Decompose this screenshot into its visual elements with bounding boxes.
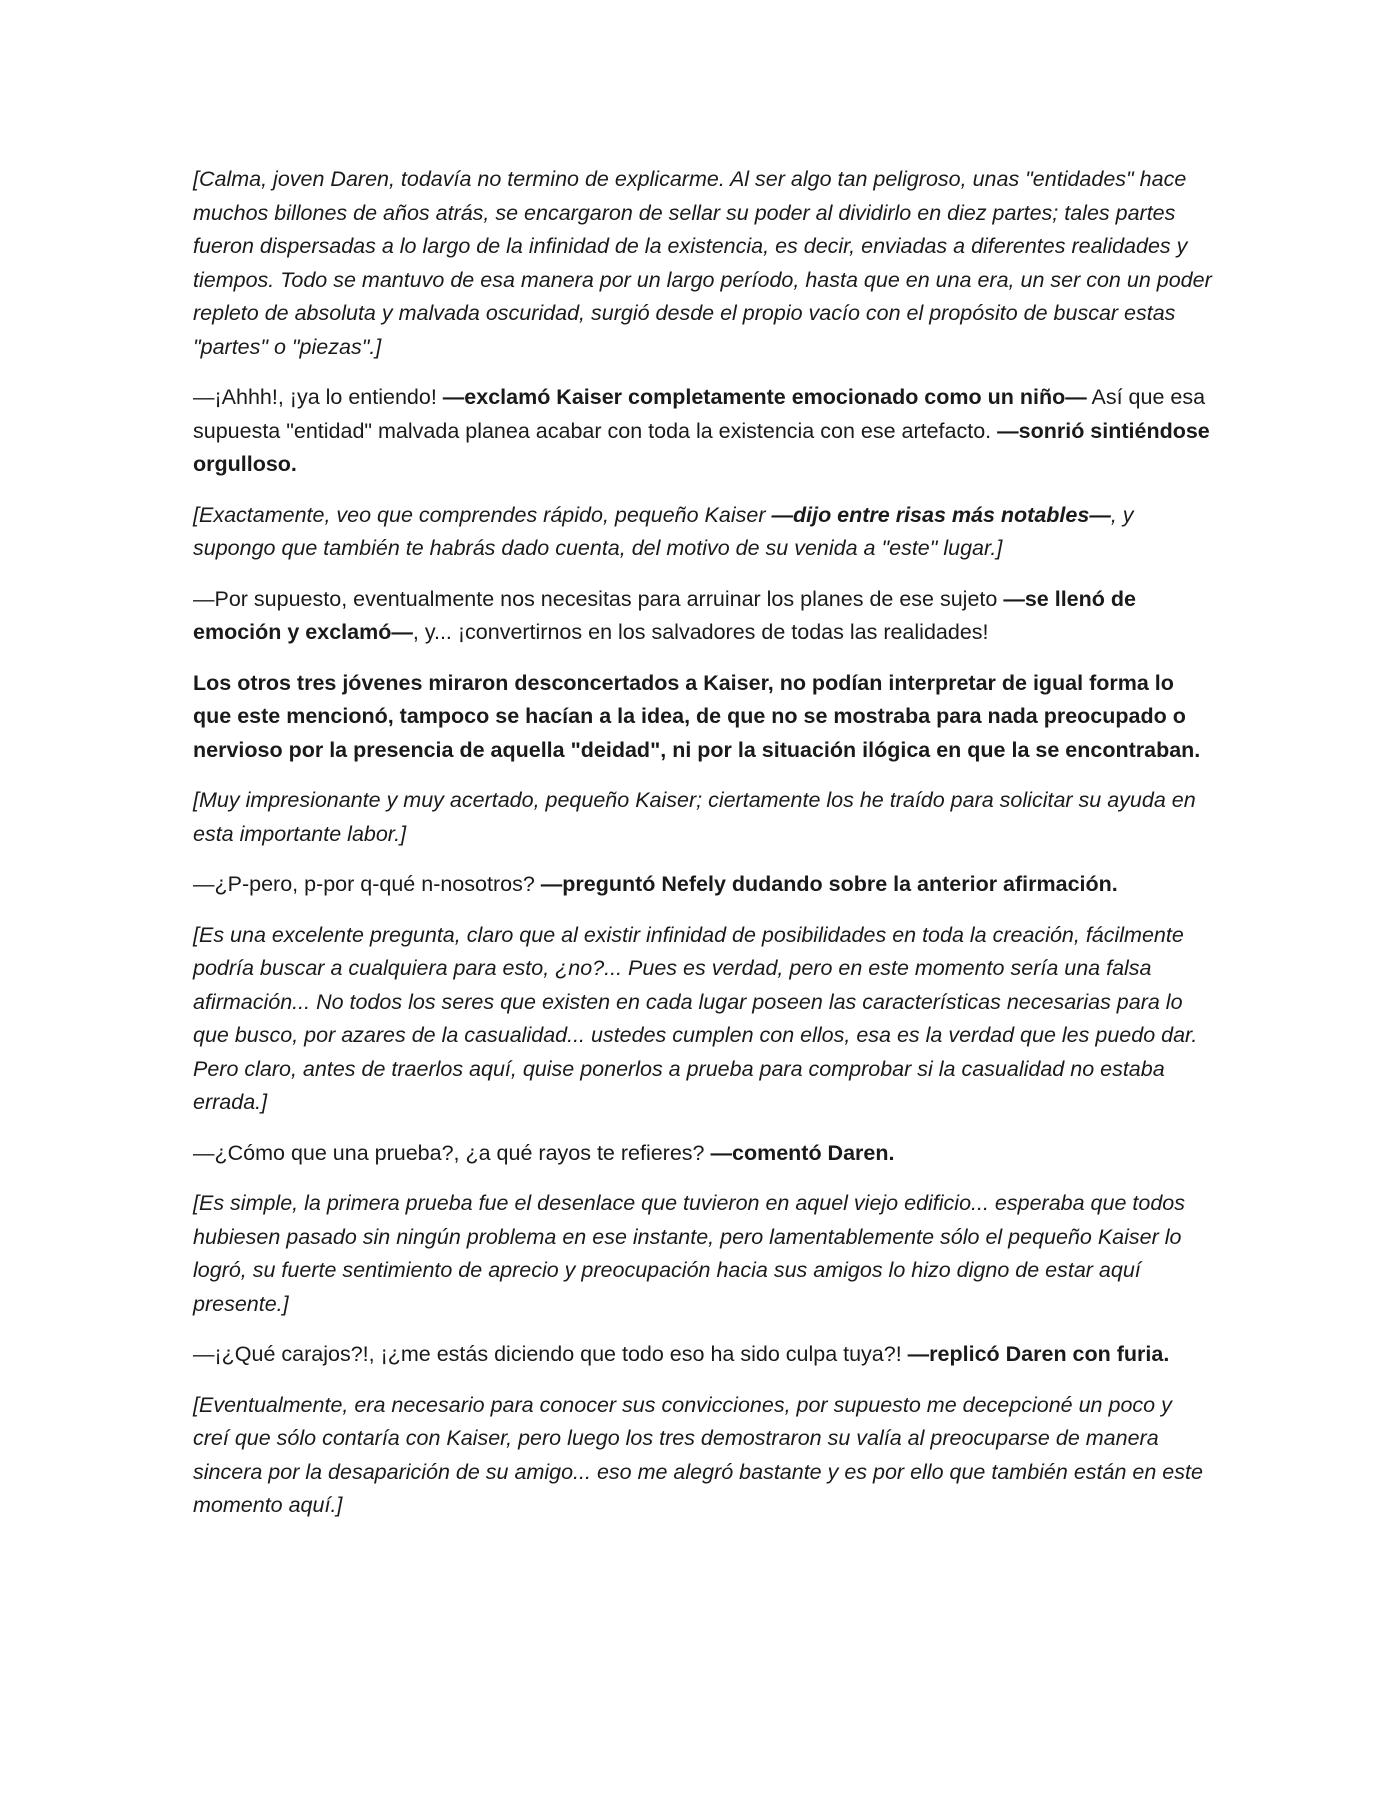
dialogue-deity-paragraph (193, 499, 1213, 566)
speech-segment: , y... ¡convertirnos en los salvadores de todas las realidades! (412, 620, 989, 644)
dialogue-paragraph (193, 868, 1213, 902)
dialogue-paragraph (193, 1338, 1213, 1372)
narration-segment: —sonrió sintiéndose orgulloso. (193, 418, 1210, 476)
narration-paragraph (193, 667, 1213, 768)
speech-segment: —¡Ahhh!, ¡ya lo entiendo! (193, 385, 443, 409)
speech-segment: [Es una excelente pregunta, claro que al existir infinidad de posibilidades en toda la creación, fácilmente podría buscar a cualquiera para esto, ¿no?... Pues es verdad, pero en este momento sería una falsa afirmación... No todos los seres que existen en cada lugar poseen las características necesarias para lo que busco, por azares de la casualidad... ustedes cumplen con ellos, esa es la verdad que les puedo dar. Pero claro, antes de traerlos aquí, quise ponerlos a prueba para comprobar si la casualidad no estaba errada.] (193, 922, 1198, 1114)
speech-segment: [Calma, joven Daren, todavía no termino de explicarme. Al ser algo tan peligroso, unas "entidades" hace muchos billones de años atrás, se encargaron de sellar su poder al dividirlo en diez partes; tales partes fueron dispersadas a lo largo de la infinidad de la existencia, es decir, enviadas a diferentes realidades y tiempos. Todo se mantuvo de esa manera por un largo período, hasta que en una era, un ser con un poder repleto de absoluta y malvada oscuridad, surgió desde el propio vacío con el propósito de buscar estas "partes" o "piezas".] (193, 167, 1212, 359)
speech-segment: —¿P-pero, p-por q-qué n-nosotros? (193, 872, 541, 896)
speech-segment: , y supongo que también te habrás dado cuenta, del motivo de su venida a "este" lugar.] (193, 502, 1134, 560)
dialogue-paragraph (193, 583, 1213, 650)
speech-segment: [Eventualmente, era necesario para conocer sus convicciones, por supuesto me decepcioné un poco y creí que sólo contaría con Kaiser, pero luego los tres demostraron su valía al preocuparse de manera sincera por la desaparición de su amigo... eso me alegró bastante y es por ello que también están en este momento aquí.] (193, 1392, 1203, 1517)
speech-segment: Así que esa supuesta "entidad" malvada planea acabar con toda la existencia con ese artefacto. (193, 385, 1206, 443)
speech-segment: [Exactamente, veo que comprendes rápido, pequeño Kaiser (193, 502, 772, 527)
narration-segment: —se llenó de emoción y exclamó— (193, 586, 1136, 644)
speech-segment: —¡¿Qué carajos?!, ¡¿me estás diciendo que todo eso ha sido culpa tuya?! (193, 1342, 908, 1366)
narration-segment: —dijo entre risas más notables— (771, 502, 1111, 527)
dialogue-paragraph (193, 1137, 1213, 1171)
narration-segment: —replicó Daren con furia. (907, 1342, 1170, 1366)
dialogue-deity-paragraph (193, 1389, 1213, 1523)
speech-segment: [Muy impresionante y muy acertado, pequeño Kaiser; ciertamente los he traído para solicitar su ayuda en esta importante labor.] (193, 788, 1196, 846)
speech-segment: —¿Cómo que una prueba?, ¿a qué rayos te refieres? (193, 1140, 711, 1165)
narration-segment: Los otros tres jóvenes miraron desconcertados a Kaiser, no podían interpretar de igual forma lo que este mencionó, tampoco se hacían a la idea, de que no se mostraba para nada preocupado o nervioso por la presencia de aquella "deidad", ni por la situación ilógica en que la se encontraban. (193, 670, 1201, 762)
dialogue-deity-paragraph (193, 919, 1213, 1120)
speech-segment: —Por supuesto, eventualmente nos necesitas para arruinar los planes de ese sujeto (193, 586, 1004, 611)
speech-segment: [Es simple, la primera prueba fue el desenlace que tuvieron en aquel viejo edificio... esperaba que todos hubiesen pasado sin ningún problema en ese instante, pero lamentablemente sólo el pequeño Kaiser lo logró, su fuerte sentimiento de aprecio y preocupación hacia sus amigos lo hizo digno de estar aquí presente.] (193, 1191, 1186, 1316)
narration-segment: —exclamó Kaiser completamente emocionado como un niño— (442, 385, 1087, 409)
narration-segment: —preguntó Nefely dudando sobre la anterior afirmación. (540, 872, 1118, 896)
dialogue-deity-paragraph (193, 1187, 1213, 1321)
dialogue-deity-paragraph (193, 784, 1213, 851)
narration-segment: —comentó Daren. (710, 1140, 895, 1165)
dialogue-paragraph (193, 381, 1213, 482)
document-page (193, 163, 1213, 1540)
dialogue-deity-paragraph (193, 163, 1213, 364)
